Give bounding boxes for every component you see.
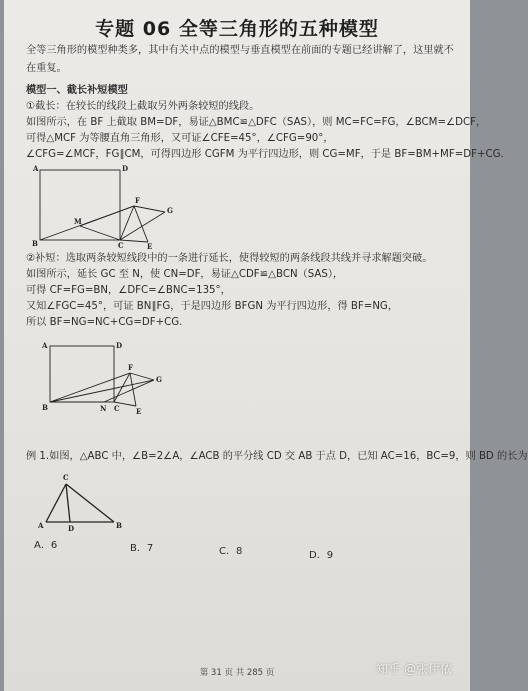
part1-line-2: 可得△MCF 为等腰直角三角形，又可证∠CFE=45°，∠CFG=90°， bbox=[26, 133, 334, 144]
ex1-label-A: A bbox=[38, 521, 44, 530]
fig2-label-G: G bbox=[156, 375, 162, 384]
figure-example1-triangle bbox=[38, 470, 128, 536]
fig1-label-D: D bbox=[122, 164, 129, 173]
part2-line-1: 如图所示，延长 GC 至 N，使 CN=DF，易证△CDF≌△BCN（SAS）， bbox=[26, 269, 344, 280]
fig2-label-C: C bbox=[114, 404, 120, 413]
fig1-label-E: E bbox=[147, 242, 153, 251]
fig2-label-A: A bbox=[42, 341, 48, 350]
fig2-label-E: E bbox=[136, 407, 142, 416]
part2-line-2: 可得 CF=FG=BN，∠DFC=∠BNC=135°， bbox=[26, 285, 231, 296]
fig2-label-N: N bbox=[100, 404, 107, 413]
model1-heading: 模型一、截长补短模型 bbox=[26, 85, 128, 96]
watermark: 知乎 @张伊依 bbox=[376, 662, 452, 676]
intro-line-2: 在重复。 bbox=[26, 63, 67, 74]
part1-line-1: 如图所示，在 BF 上截取 BM=DF，易证△BMC≌△DFC（SAS），则 MC=FC=FG，∠BCM=∠DCF， bbox=[26, 117, 487, 128]
option-a: A．6 bbox=[34, 540, 58, 551]
ex1-label-B: B bbox=[116, 521, 122, 530]
fig1-label-C: C bbox=[118, 241, 124, 250]
fig2-label-D: D bbox=[116, 341, 123, 350]
part2-heading: ②补短：选取两条较短线段中的一条进行延长，使得较短的两条线段共线并寻求解题突破。 bbox=[26, 253, 433, 264]
document-page bbox=[4, 0, 528, 691]
fig1-label-F: F bbox=[135, 196, 140, 205]
example1-question: 例 1.如图，△ABC 中，∠B=2∠A，∠ACB 的平分线 CD 交 AB 于点 D，已知 AC=16，BC=9，则 BD 的长为 bbox=[26, 451, 528, 462]
part1-line-3: ∠CFG=∠MCF，FG∥CM，可得四边形 CGFM 为平行四边形，则 CG=MF，于是 BF=BM+MF=DF+CG. bbox=[26, 149, 504, 160]
figure-extend-short bbox=[40, 338, 190, 422]
fig1-label-G: G bbox=[167, 206, 173, 215]
fig2-label-F: F bbox=[128, 363, 133, 372]
ex1-label-D: D bbox=[68, 524, 75, 533]
fig1-label-B: B bbox=[32, 239, 38, 248]
figure-cut-long bbox=[32, 162, 192, 254]
page-title: 专题 06 全等三角形的五种模型 bbox=[95, 18, 379, 40]
page-footer: 第 31 页 共 285 页 bbox=[199, 668, 275, 678]
part1-heading: ①截长：在较长的线段上截取另外两条较短的线段。 bbox=[26, 101, 260, 112]
option-c: C．8 bbox=[219, 546, 243, 557]
ex1-label-C: C bbox=[63, 473, 69, 482]
fig1-label-M: M bbox=[74, 217, 82, 226]
part2-line-3: 又知∠FGC=45°，可证 BN∥FG，于是四边形 BFGN 为平行四边形，得 BF=NG， bbox=[26, 301, 399, 312]
fig1-label-A: A bbox=[33, 164, 39, 173]
option-d: D．9 bbox=[309, 550, 334, 561]
fig2-label-B: B bbox=[42, 403, 48, 412]
part2-line-4: 所以 BF=NG=NC+CG=DF+CG. bbox=[26, 317, 183, 328]
intro-line-1: 全等三角形的模型种类多，其中有关中点的模型与垂直模型在前面的专题已经讲解了，这里就不 bbox=[26, 45, 454, 56]
option-b: B．7 bbox=[130, 543, 154, 554]
